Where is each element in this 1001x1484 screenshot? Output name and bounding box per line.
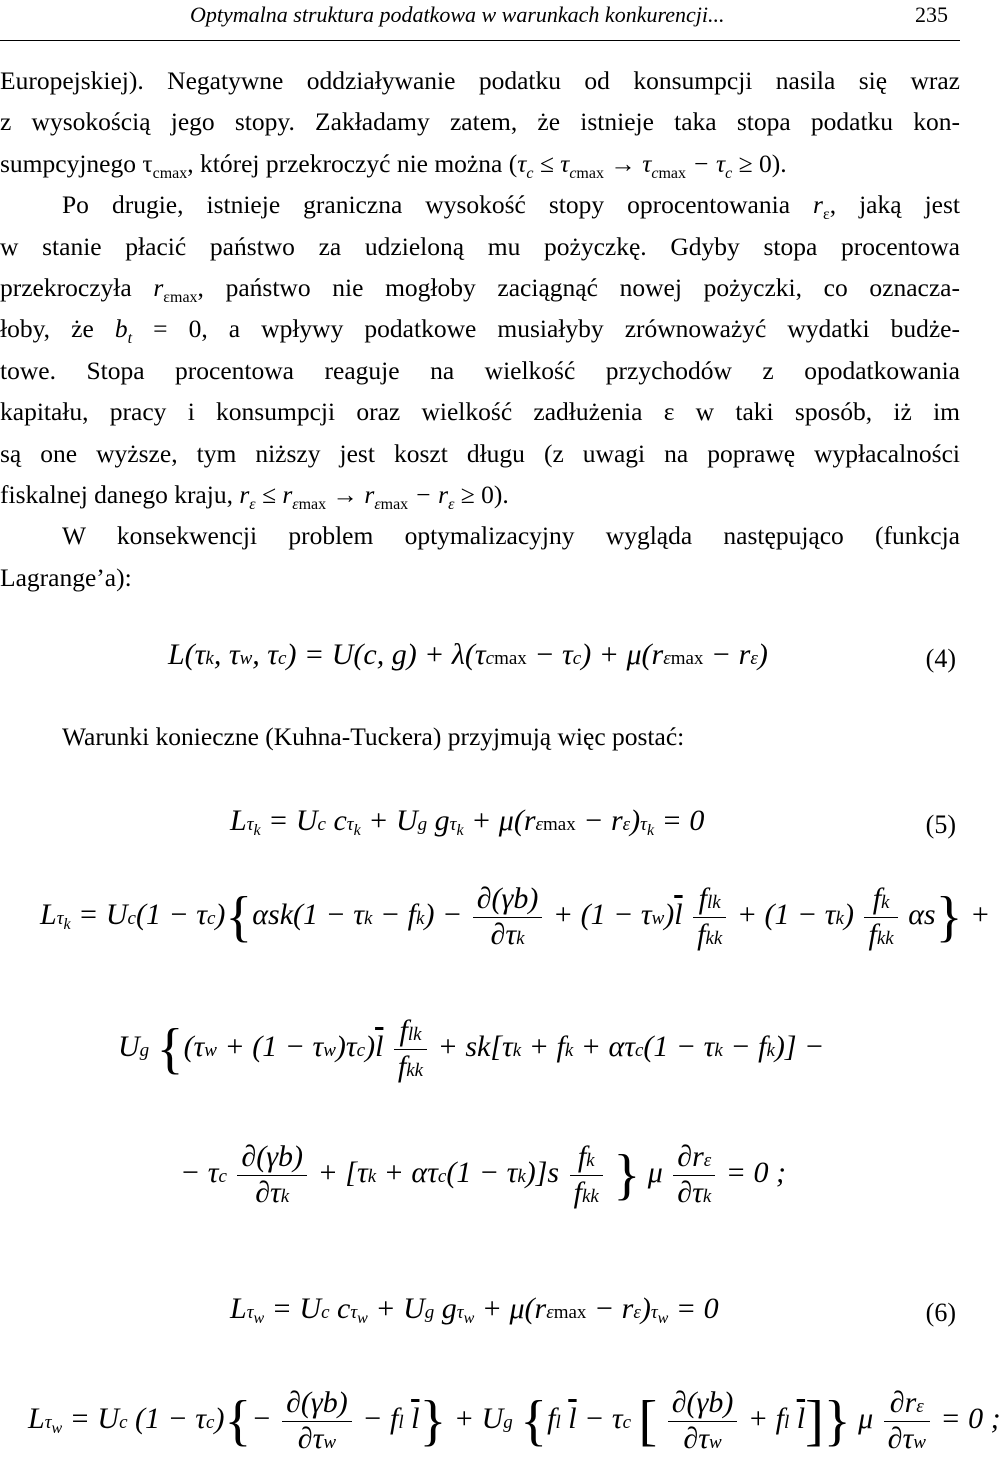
body-text-block-2 [0,716,960,757]
text-line: sumpcyjnego $\tau_{cmax}$, której przekroczyć nie można $(\tau_c \le \tau_{cmax} \to \tau_{cmax} - \tau_c \ge 0)$. [0,148,787,182]
text-line: z wysokością jego stopy. Zakładamy zatem, że istnieje taka stopa podatku kon- [0,107,960,137]
equation-4: L(τk, τw, τc) = U(c, g) + λ(τcmax − τc) + μ(rεmax − rε) (4) [168,638,956,673]
equation-5-expansion-line-1: $L\tau_k = Uc(1 - \tau c)\{\alpha sk(1 - \tau k - fk)$ − $\frac{\partial(\gamma b)}{\partial\tau k}$ + $(1 - \tau w)\overline{l}$ $\frac{\text{flk}}{\text{fkk}}$ + (1 − τk) $\frac{fk}{\text{fkk}}$ αs} + [40,882,991,951]
text-line: w stanie płacić państwo za udzieloną mu pożyczkę. Gdyby stopa procentowa [0,231,960,261]
equation-5-expansion-line-2: Ug {$(\tau w + (1 - \tau w)\tau c)\overline{l}$ $\frac{\text{flk}}{\text{fkk}}$ + sk[τk + fk + ατc(1 − τk − fk)] − [118,1014,825,1083]
text-line: towe. Stopa procentowa reaguje na wielkość przychodów z opodatkowania [0,355,960,385]
inline-formula-rate-constraint: $r_\varepsilon \le r_{\varepsilon max} \to r_{\varepsilon max} - r_\varepsilon \ge 0$ [239,479,494,513]
equation-6: $L\tau_w = Uc$ $c\tau_w + Ug$ $g\tau_w + \mu(r\varepsilon\max - r\varepsilon)\tau_w = 0$ (6) [230,1292,956,1327]
equation-6-expansion: $L\tau_w = Uc$ (1 − τc){− $\frac{\partial(\gamma b)}{\partial\tau w}$ − fl $\overline{l}\} + Ug$ {fl $\overline{l} - \tau c$ [ $\frac{\partial(\gamma b)}{\partial\tau w}$ + fl $\overline{l}$]} μ $\frac{\partial r\varepsilon}{\partial\tau w}$ = 0 ; [28,1386,1001,1455]
equation-number: (5) [925,810,956,839]
text-line: Lagrange’a): [0,562,132,592]
text-line: są one wyższe, tym niższy jest koszt długu (z uwagi na poprawę wypłacalności [0,438,960,468]
body-text-block-1 [0,60,960,598]
running-title: Optymalna struktura podatkowa w warunkach konkurencji... [190,2,725,27]
page-number: 235 [915,2,948,27]
equation-number: (6) [925,1298,956,1327]
equation-5: $L\tau_k = Uc$ $c\tau_k + Ug$ $g\tau_k + \mu(r\varepsilon\max - r\varepsilon)\tau_k = 0$ (5) [230,804,956,839]
text-line: Europejskiej). Negatywne oddziaływanie podatku od konsumpcji nasila się wraz [0,66,960,95]
text-line: Po drugie, istnieje graniczna wysokość stopy oprocentowania $r_\varepsilon$, jaką jest [62,190,961,224]
text-line: kapitału, pracy i konsumpcji oraz wielkość zadłużenia ε w taki sposób, iż im [0,397,960,427]
running-header [0,0,960,41]
equation-5-expansion-line-3: − τc $\frac{\partial(\gamma b)}{\partial\tau k}$ + [τk + ατc(1 − τk)]s $\frac{fk}{\text{fkk}}$ } μ $\frac{\partial r\varepsilon}{\partial\tau k}$ = 0 ; [180,1140,786,1209]
text-line: W konsekwencji problem optymalizacyjny wygląda następująco (funkcja [62,521,960,551]
text-line: fiskalnej danego kraju, $r_\varepsilon \le r_{\varepsilon max} \to r_{\varepsilon max} - r_\varepsilon \ge 0$). [0,479,509,513]
text-line: przekroczyła $r_{\varepsilon max}$, państwo nie mogłoby zaciągnąć nowej pożyczki, co oznacza- [0,272,960,307]
text-line: łoby, że $b_t = 0$, a wpływy podatkowe musiałyby zrównoważyć wydatki budże- [0,314,960,348]
text-line: Warunki konieczne (Kuhna-Tuckera) przyjmują więc postać: [62,722,685,751]
equation-number: (4) [925,644,956,673]
inline-formula-tax-constraint: $\tau_c \le \tau_{cmax} \to \tau_{cmax} - \tau_c \ge 0$ [517,148,772,182]
